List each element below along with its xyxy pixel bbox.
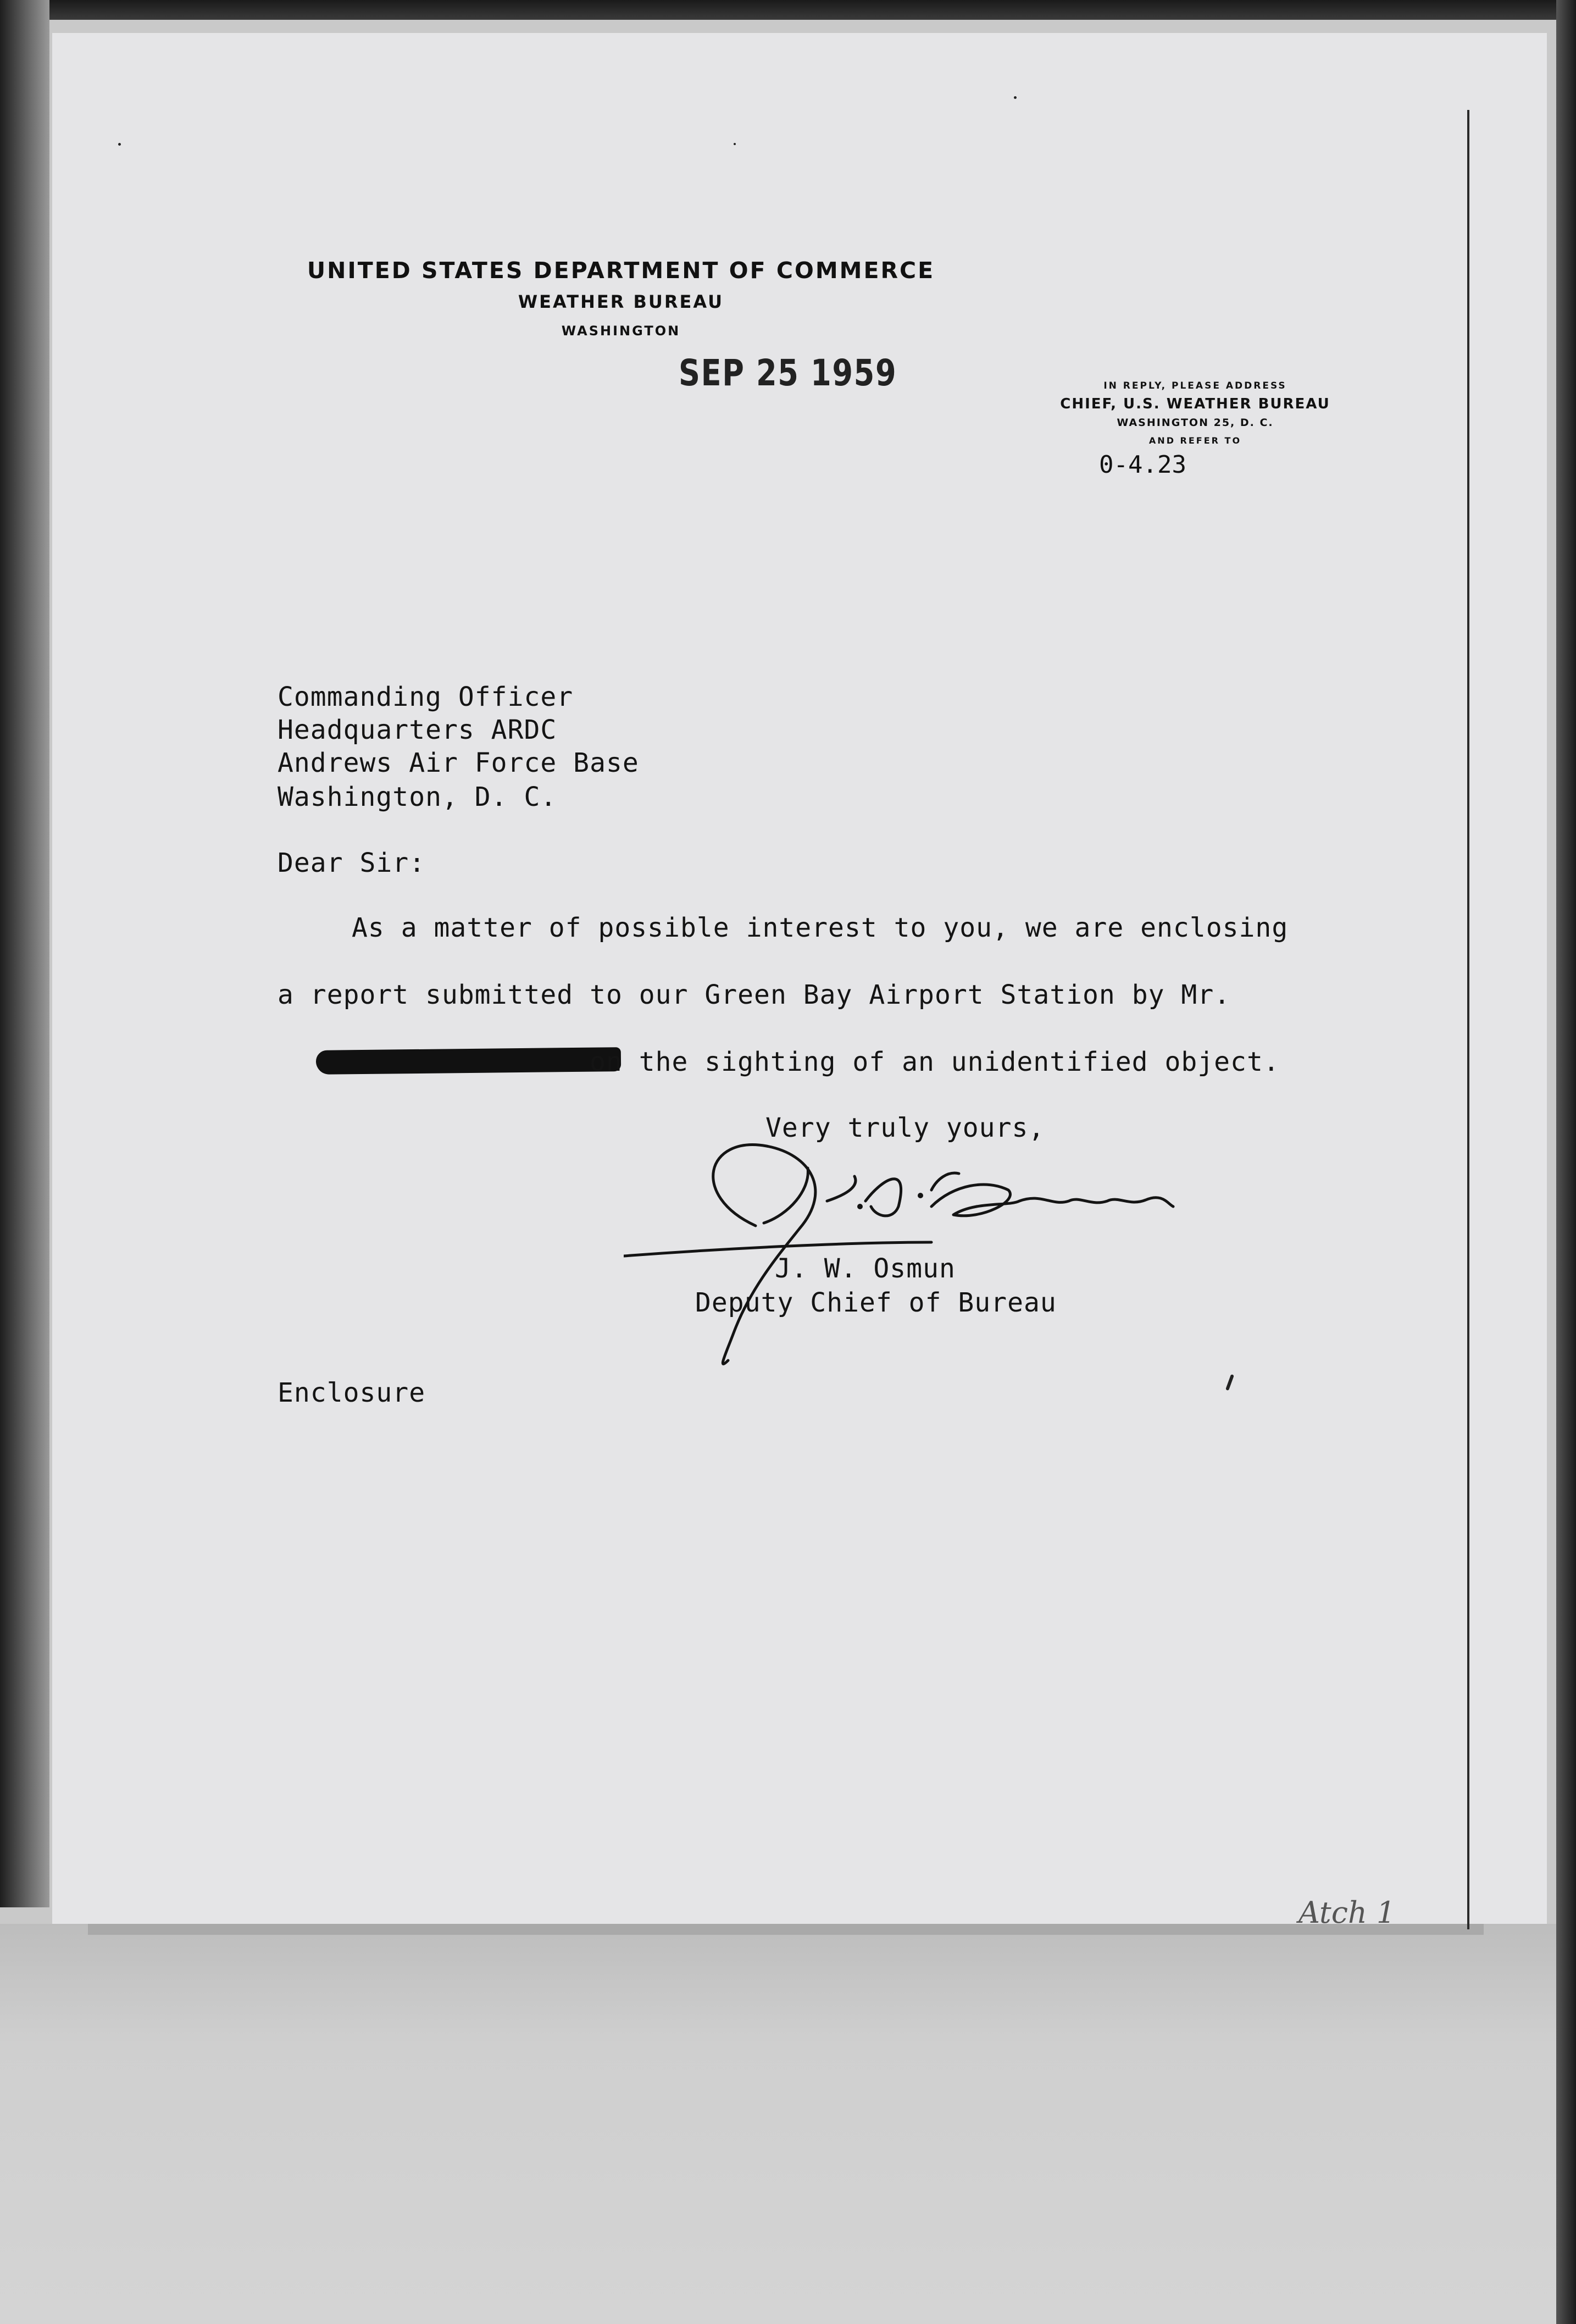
reply-line-2: CHIEF, U.S. WEATHER BUREAU	[1060, 396, 1330, 412]
ink-speck	[1014, 96, 1017, 99]
margin-rule	[1467, 110, 1469, 1929]
recipient-line-3: Andrews Air Force Base	[278, 748, 639, 778]
scan-border-right	[1556, 0, 1576, 2324]
recipient-line-2: Headquarters ARDC	[278, 715, 557, 745]
body-line-1: As a matter of possible interest to you, we are enclosing	[352, 912, 1289, 943]
ink-speck	[118, 143, 121, 146]
signer-name: J. W. Osmun	[775, 1253, 956, 1284]
letterhead-city: WASHINGTON	[561, 323, 681, 339]
closing: Very truly yours,	[765, 1113, 1045, 1143]
reply-line-1: IN REPLY, PLEASE ADDRESS	[1103, 380, 1287, 391]
scan-background	[0, 1924, 1556, 2324]
letterhead-bureau: WEATHER BUREAU	[518, 291, 724, 312]
handwritten-signature	[624, 1124, 1206, 1377]
attachment-note-text: Atch 1	[1298, 1895, 1396, 1930]
signer-title: Deputy Chief of Bureau	[695, 1287, 1057, 1318]
scan-border-top	[0, 0, 1576, 20]
scan-border-left	[0, 0, 49, 1907]
body-line-2: a report submitted to our Green Bay Airport Station by Mr.	[278, 980, 1231, 1010]
handwritten-attachment-note	[1294, 1891, 1420, 1935]
reply-line-4: AND REFER TO	[1148, 435, 1242, 446]
redaction-mark	[316, 1047, 621, 1075]
recipient-line-4: Washington, D. C.	[278, 782, 557, 812]
letter-sheet	[52, 33, 1547, 1924]
recipient-line-1: Commanding Officer	[278, 682, 574, 712]
letterhead-department: UNITED STATES DEPARTMENT OF COMMERCE	[307, 257, 935, 284]
ink-speck	[1225, 1374, 1234, 1391]
salutation: Dear Sir:	[278, 848, 426, 878]
ink-speck	[734, 143, 736, 145]
reply-line-3: WASHINGTON 25, D. C.	[1117, 417, 1274, 429]
date-stamp: SEP 25 1959	[679, 352, 897, 394]
body-line-3: on the sighting of an unidentified object.	[590, 1047, 1280, 1077]
enclosure-label: Enclosure	[278, 1377, 426, 1408]
reference-number: 0-4.23	[1099, 451, 1186, 479]
